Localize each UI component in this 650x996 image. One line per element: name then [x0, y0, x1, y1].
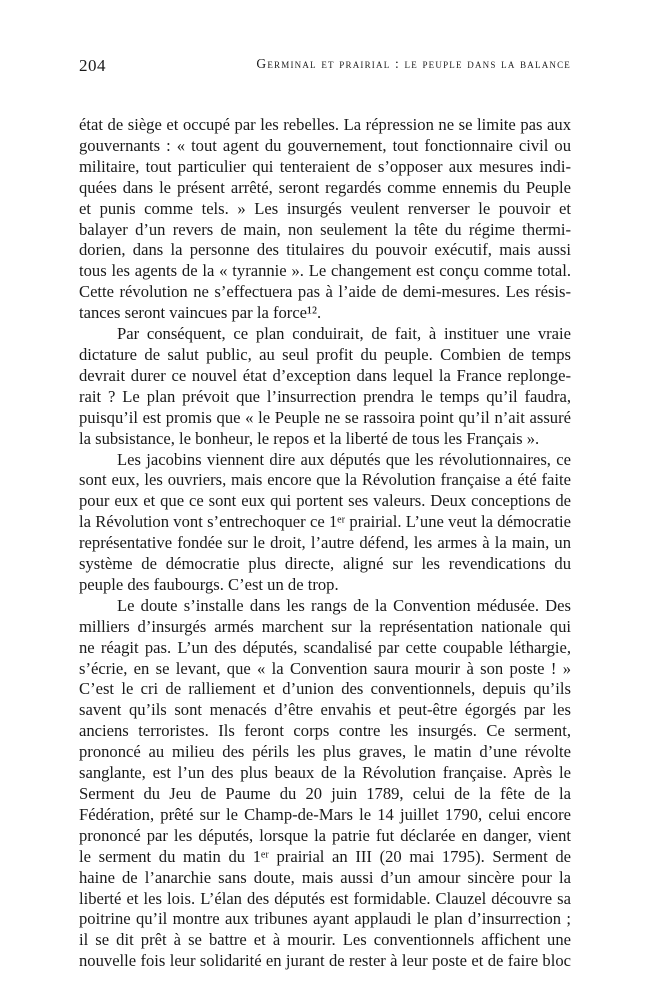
text-line: gouvernants : « tout agent du gouvernement, tout fonctionnaire civil ou — [79, 135, 571, 155]
text-line: Serment du Jeu de Paume du 20 juin 1789, celui de la fête de la — [79, 784, 571, 803]
text-line: nouvelle fois leur solidarité en jurant de rester à leur poste et de faire bloc — [79, 951, 571, 971]
text-line: Par conséquent, ce plan conduirait, de fait, à instituer une vraie — [117, 324, 571, 344]
text-line: quées dans le présent arrêté, seront regardés comme ennemis du Peuple — [79, 177, 571, 197]
text-line: dictature de salut public, au seul profit du peuple. Combien de temps — [79, 344, 571, 364]
text-line: devrait durer ce nouvel état d’exception dans lequel la France replonge- — [79, 365, 571, 385]
running-head: Germinal et prairial : le peuple dans la balance — [256, 56, 571, 71]
text-line: C’est le cri de ralliement et d’union des conventionnels, depuis qu’ils — [79, 679, 571, 699]
text-line: ne réagit pas. L’un des députés, scandalisé par cette coupable léthargie, — [79, 637, 571, 657]
text-line: pour eux et que ce sont eux qui portent ses valeurs. Deux conceptions de — [79, 491, 571, 511]
text-line: Fédération, prêté sur le Champ-de-Mars le 14 juillet 1790, celui encore — [79, 804, 571, 824]
text-line: poitrine qu’il montre aux tribunes ayant applaudi le plan d’insurrection ; — [79, 909, 571, 929]
text-line: Cette révolution ne s’effectuera pas à l’aide de demi-mesures. Les résis- — [79, 282, 571, 302]
text-line: la Révolution vont s’entrechoquer ce 1ᵉʳ prairial. L’une veut la démocratie — [79, 512, 571, 532]
paragraph — [79, 324, 571, 449]
text-line: sont eux, les ouvriers, mais encore que la Révolution française a été faite — [79, 470, 571, 490]
text-line: liberté et les lois. L’élan des députés est formidable. Clauzel découvre sa — [79, 888, 571, 908]
paragraph — [79, 115, 571, 324]
text-line: le serment du matin du 1ᵉʳ prairial an III (20 mai 1795). Serment de — [79, 846, 571, 866]
text-line: anciens terroristes. Ils feront corps contre les insurgés. Ce serment, — [79, 721, 571, 741]
text-line: système de démocratie plus directe, aligné sur les revendications du — [79, 554, 571, 574]
text-line: il se dit prêt à se battre et à mourir. Les conventionnels affichent une — [79, 930, 571, 950]
text-line: représentative fondée sur le droit, l’autre défend, les armes à la main, un — [79, 533, 571, 553]
text-line: tances seront vaincues par la force¹². — [79, 303, 322, 323]
text-line: Les jacobins viennent dire aux députés que les révolutionnaires, ce — [117, 449, 571, 469]
text-line: dorien, dans la personne des titulaires du pouvoir exécutif, mais aussi — [79, 240, 571, 260]
paragraph — [79, 450, 571, 596]
text-line: militaire, tout particulier qui tenteraient de s’opposer aux mesures indi- — [79, 156, 571, 176]
text-line: état de siège et occupé par les rebelles. La répression ne se limite pas aux — [79, 115, 571, 134]
paragraph — [79, 596, 571, 972]
text-line: Le doute s’installe dans les rangs de la Convention médusée. Des — [117, 595, 571, 615]
text-line: tous les agents de la « tyrannie ». Le changement est conçu comme total. — [79, 261, 571, 281]
text-line: peuple des faubourgs. C’est un de trop. — [79, 574, 339, 594]
body-text — [79, 115, 571, 972]
text-line: milliers d’insurgés armés marchent sur la représentation nationale qui — [79, 616, 571, 636]
text-line: haine de l’anarchie sans doute, mais aussi d’un amour sincère pour la — [79, 867, 571, 887]
text-line: prononcé par les députés, lorsque la patrie fut déclarée en danger, vient — [79, 825, 571, 845]
page-number: 204 — [79, 56, 106, 75]
text-line: puisqu’il est promis que « le Peuple ne se rassoira point qu’il n’ait assuré — [79, 407, 571, 427]
text-line: sanglante, est l’un des plus beaux de la Révolution française. Après le — [79, 763, 571, 783]
text-line: prononcé au milieu des périls les plus graves, le matin d’une révolte — [79, 742, 571, 762]
text-line: balayer d’un revers de main, non seulement la tête du régime thermi- — [79, 219, 571, 239]
text-line: rait ? Le plan prévoit que l’insurrection prendra le temps qu’il faudra, — [79, 386, 571, 406]
text-line: la subsistance, le bonheur, le repos et la liberté de tous les Français ». — [79, 428, 540, 448]
text-line: s’écrie, en se levant, que « la Convention saura mourir à son poste ! » — [79, 658, 571, 678]
text-line: et punis comme tels. » Les insurgés veulent renverser le pouvoir et — [79, 198, 571, 218]
text-line: savent qu’ils sont menacés d’être envahis et peut-être égorgés par les — [79, 700, 571, 720]
